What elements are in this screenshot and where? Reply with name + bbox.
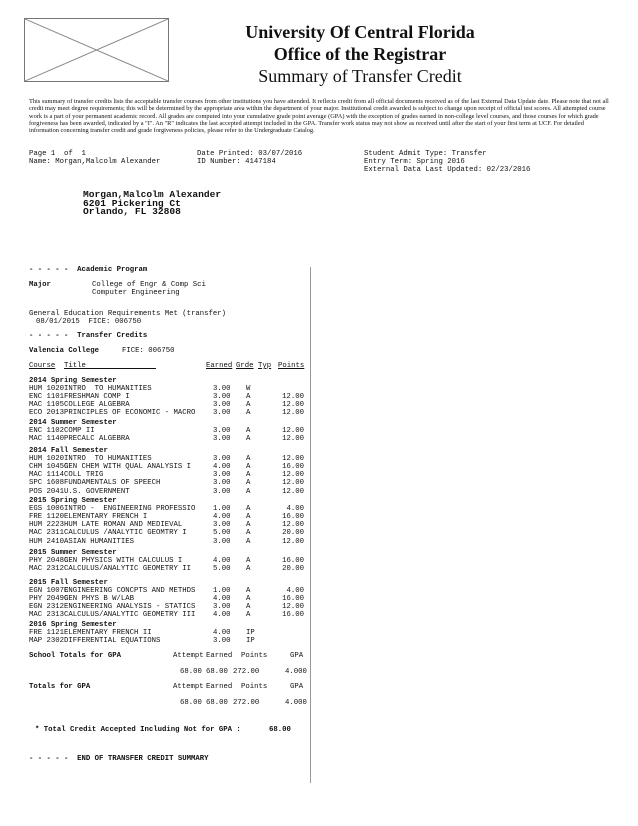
course-earned: 5.00 [213, 529, 231, 538]
course-points: 12.00 [282, 471, 304, 480]
course-code: ECO 2013 [29, 409, 65, 418]
overall-totals-attempt: 68.00 [180, 699, 202, 707]
course-points: 20.00 [282, 565, 304, 574]
course-points: 12.00 [282, 479, 304, 488]
course-code: HUM 1020 [29, 385, 65, 394]
course-points: 12.00 [282, 487, 304, 496]
course-points: 16.00 [282, 611, 304, 620]
course-code: HUM 1020 [29, 455, 65, 464]
course-code: PHY 2049C [29, 595, 69, 604]
overall-totals-col-earned: Earned [206, 683, 233, 691]
course-code: FRE 1121 [29, 629, 65, 638]
overall-totals-col-gpa: GPA [290, 683, 304, 691]
course-title: INTRO TO HUMANITIES [64, 385, 152, 394]
gen-ed-date-fice: 08/01/2015 FICE: 006750 [36, 318, 142, 326]
course-grade: A [246, 529, 251, 538]
course-code: FRE 1120 [29, 513, 65, 522]
course-earned: 3.00 [213, 603, 231, 612]
office-title: Office of the Registrar [273, 44, 447, 64]
course-points: 12.00 [282, 401, 304, 410]
overall-totals-col-points: Points [241, 683, 268, 691]
course-code: EGN 1007C [29, 587, 69, 596]
term-heading: 2014 Summer Semester [29, 419, 117, 427]
column-header-earned: Earned [206, 362, 233, 370]
address-street: 6201 Pickering Ct [83, 197, 181, 209]
institution-name: Valencia College [29, 347, 100, 355]
student-name: Name: Morgan,Malcolm Alexander [29, 158, 161, 166]
course-title: COMP II [64, 427, 95, 436]
course-grade: A [246, 565, 251, 574]
course-earned: 3.00 [213, 637, 231, 646]
term-heading: 2015 Summer Semester [29, 549, 117, 557]
course-title: COLLEGE ALGEBRA [64, 401, 130, 410]
university-title: University Of Central Florida [245, 22, 475, 42]
course-title: U.S. GOVERNMENT [64, 487, 130, 496]
course-code: SPC 1608 [29, 479, 65, 488]
course-points: 4.00 [286, 505, 304, 514]
course-grade: A [246, 455, 251, 464]
course-title: DIFFERENTIAL EQUATIONS [64, 637, 161, 646]
course-title: INTRO - ENGINEERING PROFESSIO [64, 505, 196, 514]
course-grade: IP [246, 637, 255, 646]
course-grade: A [246, 479, 251, 488]
course-points: 16.00 [282, 557, 304, 566]
course-title: FUNDAMENTALS OF SPEECH [64, 479, 161, 488]
column-header-course: Course [29, 362, 56, 370]
course-earned: 4.00 [213, 513, 231, 522]
course-code: MAP 2302 [29, 637, 65, 646]
course-title: ENGINEERING CONCPTS AND METHDS [64, 587, 196, 596]
course-title: GEN PHYS B W/LAB [64, 595, 135, 604]
column-header-title-text: Title [64, 362, 86, 370]
course-points: 16.00 [282, 463, 304, 472]
school-totals-points: 272.00 [233, 668, 260, 676]
course-grade: A [246, 505, 251, 514]
course-code: CHM 1045C [29, 463, 69, 472]
major-program: Computer Engineering [92, 289, 180, 297]
course-code: POS 2041 [29, 487, 65, 496]
course-grade: A [246, 557, 251, 566]
term-heading: 2016 Spring Semester [29, 621, 117, 629]
term-heading: 2015 Fall Semester [29, 579, 108, 587]
course-earned: 4.00 [213, 629, 231, 638]
total-credit-label: * Total Credit Accepted Including Not for GPA : [35, 726, 241, 734]
course-earned: 4.00 [213, 595, 231, 604]
course-grade: A [246, 401, 251, 410]
course-code: PHY 2048C [29, 557, 69, 566]
course-points: 12.00 [282, 455, 304, 464]
course-code: EGS 1006 [29, 505, 65, 514]
overall-totals-earned: 68.00 [206, 699, 228, 707]
course-code: MAC 2311 [29, 529, 65, 538]
total-credit-value: 68.00 [269, 726, 291, 734]
course-title: INTRO TO HUMANITIES [64, 455, 152, 464]
course-grade: A [246, 393, 251, 402]
transfer-credits-heading: - - - - - Transfer Credits [29, 332, 148, 340]
course-title: GEN PHYSICS WITH CALCULUS I [64, 557, 183, 566]
course-earned: 3.00 [213, 537, 231, 546]
course-title: FRESHMAN COMP I [64, 393, 130, 402]
course-earned: 4.00 [213, 557, 231, 566]
date-printed: Date Printed: 03/07/2016 [197, 150, 303, 158]
id-number: ID Number: 4147184 [197, 158, 276, 166]
course-earned: 3.00 [213, 427, 231, 436]
overall-totals-label: Totals for GPA [29, 683, 91, 691]
course-title: GEN CHEM WITH QUAL ANALYSIS I [64, 463, 191, 472]
school-totals-label: School Totals for GPA [29, 652, 121, 660]
course-earned: 3.00 [213, 401, 231, 410]
course-code: MAC 1114 [29, 471, 65, 480]
course-grade: A [246, 409, 251, 418]
course-grade: IP [246, 629, 255, 638]
course-title: CALCULUS /ANALYTIC GEOMTRY I [64, 529, 187, 538]
course-points: 16.00 [282, 595, 304, 604]
course-points: 12.00 [282, 435, 304, 444]
school-totals-attempt: 68.00 [180, 668, 202, 676]
course-grade: A [246, 521, 251, 530]
column-header-type: Typ [258, 362, 272, 370]
school-totals-col-earned: Earned [206, 652, 233, 660]
course-code: EGN 2312 [29, 603, 65, 612]
overall-totals-points: 272.00 [233, 699, 260, 707]
term-heading: 2015 Spring Semester [29, 497, 117, 505]
course-title: ENGINEERING ANALYSIS - STATICS [64, 603, 196, 612]
school-totals-gpa: 4.000 [285, 668, 307, 676]
course-points: 12.00 [282, 521, 304, 530]
column-header-grade: Grde [236, 362, 254, 370]
course-earned: 4.00 [213, 463, 231, 472]
school-totals-col-points: Points [241, 652, 268, 660]
course-grade: A [246, 611, 251, 620]
course-title: CALCULUS/ANALYTIC GEOMETRY II [64, 565, 191, 574]
course-code: MAC 1140 [29, 435, 65, 444]
school-totals-earned: 68.00 [206, 668, 228, 676]
course-title: ELEMENTARY FRENCH I [64, 513, 148, 522]
course-title: HUM LATE ROMAN AND MEDIEVAL [64, 521, 183, 530]
course-code: ENC 1102 [29, 427, 65, 436]
course-grade: A [246, 427, 251, 436]
admit-type: Student Admit Type: Transfer [364, 150, 487, 158]
intro-paragraph: This summary of transfer credits lists the acceptable transfer courses from other institutions you have attended. It reflects credit from all official documents received as of the last External Data Update date. Please note that not all credit may meet degree requirements; this will be determined by the appropriate area within the department of your major. Institutional credit awarded is subject to change upon receipt of official test scores. All attempted course work is a part of your permanent academic record. All grades are computed into your cumulative grade point average (GPA) with the exception of grades earned in non-college level courses, and those courses for which grade forgiveness has been awarded, indicated by a "I". An "R" indicates the last accepted attempt included in the GPA. Transfer work status may not show as received until after the start of your first term at UCF. For detailed information concerning transfer credit and grade forgiveness policies, please refer to the Undergraduate Catalog. [29, 98, 609, 135]
course-points: 4.00 [286, 587, 304, 596]
school-totals-col-attempt: Attempt [173, 652, 204, 660]
course-title: ASIAN HUMANITIES [64, 537, 135, 546]
column-header-title [64, 362, 156, 370]
column-divider [310, 267, 311, 783]
course-earned: 3.00 [213, 471, 231, 480]
course-earned: 3.00 [213, 487, 231, 496]
course-grade: A [246, 513, 251, 522]
gen-ed-requirement: General Education Requirements Met (transfer) [29, 310, 227, 318]
course-code: MAC 2312 [29, 565, 65, 574]
overall-totals-col-attempt: Attempt [173, 683, 204, 691]
course-code: HUM 2410 [29, 537, 65, 546]
course-title: PRINCIPLES OF ECONOMIC - MACRO [64, 409, 196, 418]
course-earned: 3.00 [213, 455, 231, 464]
term-heading: 2014 Fall Semester [29, 447, 108, 455]
course-points: 16.00 [282, 513, 304, 522]
major-college: College of Engr & Comp Sci [92, 281, 206, 289]
page-number: Page 1 of 1 [29, 150, 86, 158]
course-grade: A [246, 603, 251, 612]
address-name: Morgan,Malcolm Alexander [83, 189, 222, 200]
course-earned: 4.00 [213, 611, 231, 620]
course-earned: 1.00 [213, 587, 231, 596]
course-code: MAC 1105 [29, 401, 65, 410]
term-heading: 2014 Spring Semester [29, 377, 117, 385]
course-code: MAC 2313 [29, 611, 65, 620]
course-earned: 3.00 [213, 409, 231, 418]
course-grade: A [246, 487, 251, 496]
entry-term: Entry Term: Spring 2016 [364, 158, 465, 166]
course-grade: A [246, 463, 251, 472]
external-data-updated: External Data Last Updated: 02/23/2016 [364, 166, 531, 174]
course-grade: W [246, 385, 251, 394]
end-of-summary: - - - - - END OF TRANSFER CREDIT SUMMARY [29, 755, 209, 763]
course-grade: A [246, 595, 251, 604]
course-title: PRECALC ALGEBRA [64, 435, 130, 444]
course-earned: 3.00 [213, 385, 231, 394]
course-earned: 5.00 [213, 565, 231, 574]
course-points: 12.00 [282, 427, 304, 436]
course-grade: A [246, 435, 251, 444]
overall-totals-gpa: 4.000 [285, 699, 307, 707]
school-totals-col-gpa: GPA [290, 652, 304, 660]
course-earned: 3.00 [213, 435, 231, 444]
course-code: HUM 2223 [29, 521, 65, 530]
academic-program-heading: - - - - - Academic Program [29, 266, 148, 274]
course-grade: A [246, 537, 251, 546]
major-label: Major [29, 281, 51, 289]
course-points: 20.00 [282, 529, 304, 538]
institution-fice: FICE: 006750 [122, 347, 175, 355]
course-points: 12.00 [282, 537, 304, 546]
course-earned: 3.00 [213, 521, 231, 530]
mailing-address [83, 191, 221, 217]
course-points: 12.00 [282, 603, 304, 612]
course-earned: 3.00 [213, 479, 231, 488]
column-header-points: Points [278, 362, 305, 370]
course-points: 12.00 [282, 409, 304, 418]
course-grade: A [246, 471, 251, 480]
course-grade: A [246, 587, 251, 596]
course-title: CALCULUS/ANALYTIC GEOMETRY III [64, 611, 196, 620]
course-earned: 3.00 [213, 393, 231, 402]
course-earned: 1.00 [213, 505, 231, 514]
course-points: 12.00 [282, 393, 304, 402]
course-title: ELEMENTARY FRENCH II [64, 629, 152, 638]
address-city: Orlando, FL 32808 [83, 206, 181, 218]
document-title: Summary of Transfer Credit [258, 66, 462, 86]
course-title: COLL TRIG [64, 471, 104, 480]
course-code: ENC 1101 [29, 393, 65, 402]
